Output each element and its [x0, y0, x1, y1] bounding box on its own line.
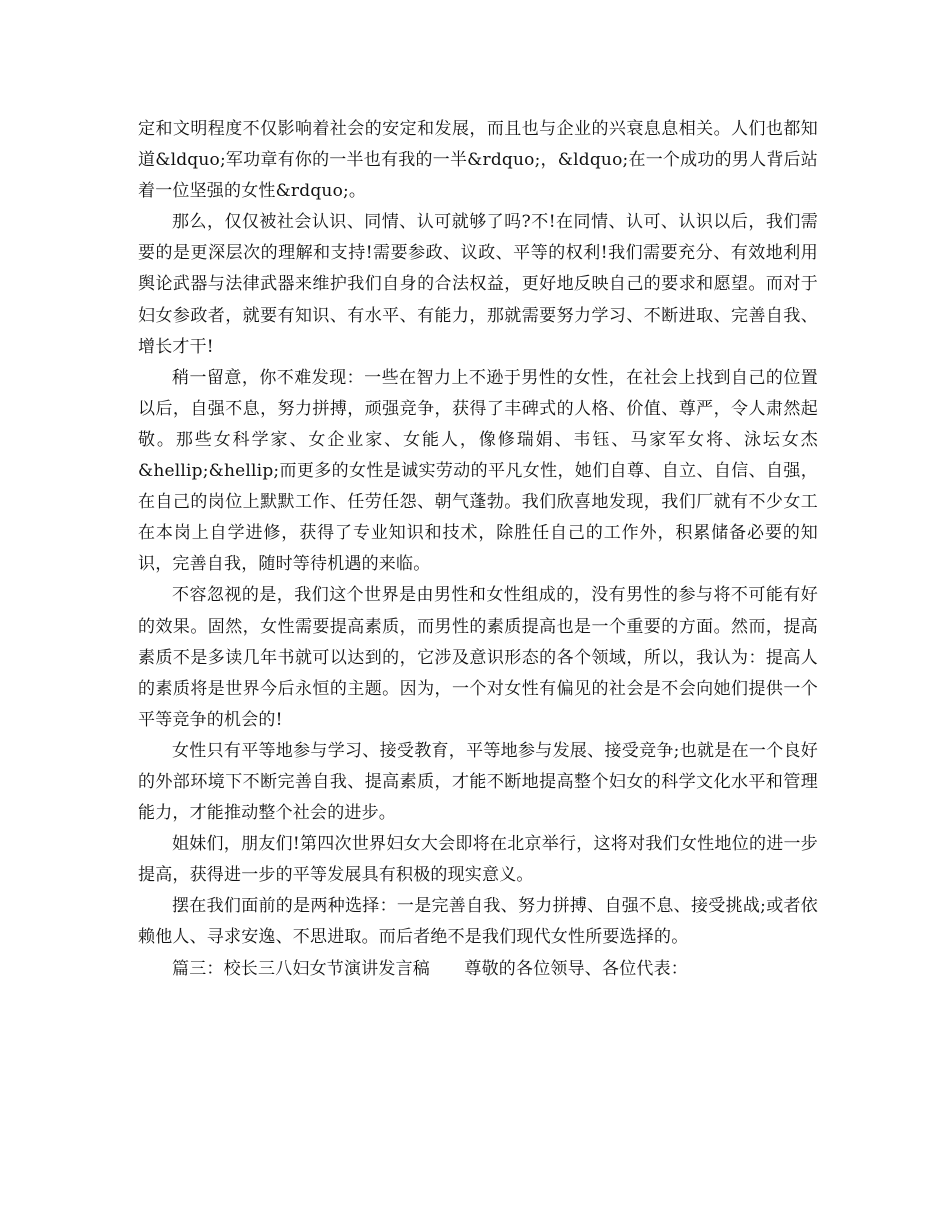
paragraph-7: 摆在我们面前的是两种选择：一是完善自我、努力拼搏、自强不息、接受挑战;或者依赖他人、寻求安逸、不思进取。而后者绝不是我们现代女性所要选择的。: [138, 896, 818, 948]
paragraph-3: 稍一留意，你不难发现：一些在智力上不逊于男性的女性，在社会上找到自己的位置以后，自强不息，努力拼搏，顽强竞争，获得了丰碑式的人格、价值、尊严，令人肃然起敬。那些女科学家、女企业家、女能人，像修瑞娟、韦钰、马家军女将、泳坛女杰&hellip;&hellip;而更多的女性是诚实劳动的平凡女性，她们自尊、自立、自信、自强，在自己的岗位上默默工作、任劳任怨、朝气蓬勃。我们欣喜地发现，我们厂就有不少女工在本岗上自学进修，获得了专业知识和技术，除胜任自己的工作外，积累储备必要的知识，完善自我，随时等待机遇的来临。: [138, 367, 818, 575]
paragraph-4: 不容忽视的是，我们这个世界是由男性和女性组成的，没有男性的参与将不可能有好的效果。固然，女性需要提高素质，而男性的素质提高也是一个重要的方面。然而，提高素质不是多读几年书就可以达到的，它涉及意识形态的各个领域，所以，我认为：提高人的素质将是世界今后永恒的主题。因为，一个对女性有偏见的社会是不会向她们提供一个平等竞争的机会的!: [138, 585, 818, 730]
paragraph-2: 那么，仅仅被社会认识、同情、认可就够了吗?不!在同情、认可、认识以后，我们需要的是更深层次的理解和支持!需要参政、议政、平等的权利!我们需要充分、有效地利用舆论武器与法律武器来维护我们自身的合法权益，更好地反映自己的要求和愿望。而对于妇女参政者，就要有知识、有水平、有能力，那就需要努力学习、不断进取、完善自我、增长才干!: [138, 212, 818, 357]
paragraph-8: 篇三：校长三八妇女节演讲发言稿 尊敬的各位领导、各位代表：: [172, 958, 688, 979]
paragraph-1: 定和文明程度不仅影响着社会的安定和发展，而且也与企业的兴衰息息相关。人们也都知道&ldquo;军功章有你的一半也有我的一半&rdquo;，&ldquo;在一个成功的男人背后站着一位坚强的女性&rdquo;。: [138, 119, 818, 202]
paragraph-6: 姐妹们，朋友们!第四次世界妇女大会即将在北京举行，这将对我们女性地位的进一步提高，获得进一步的平等发展具有积极的现实意义。: [138, 834, 818, 886]
document-body: [138, 114, 818, 985]
paragraph-5: 女性只有平等地参与学习、接受教育，平等地参与发展、接受竞争;也就是在一个良好的外部环境下不断完善自我、提高素质，才能不断地提高整个妇女的科学文化水平和管理能力，才能推动整个社会的进步。: [138, 740, 818, 824]
